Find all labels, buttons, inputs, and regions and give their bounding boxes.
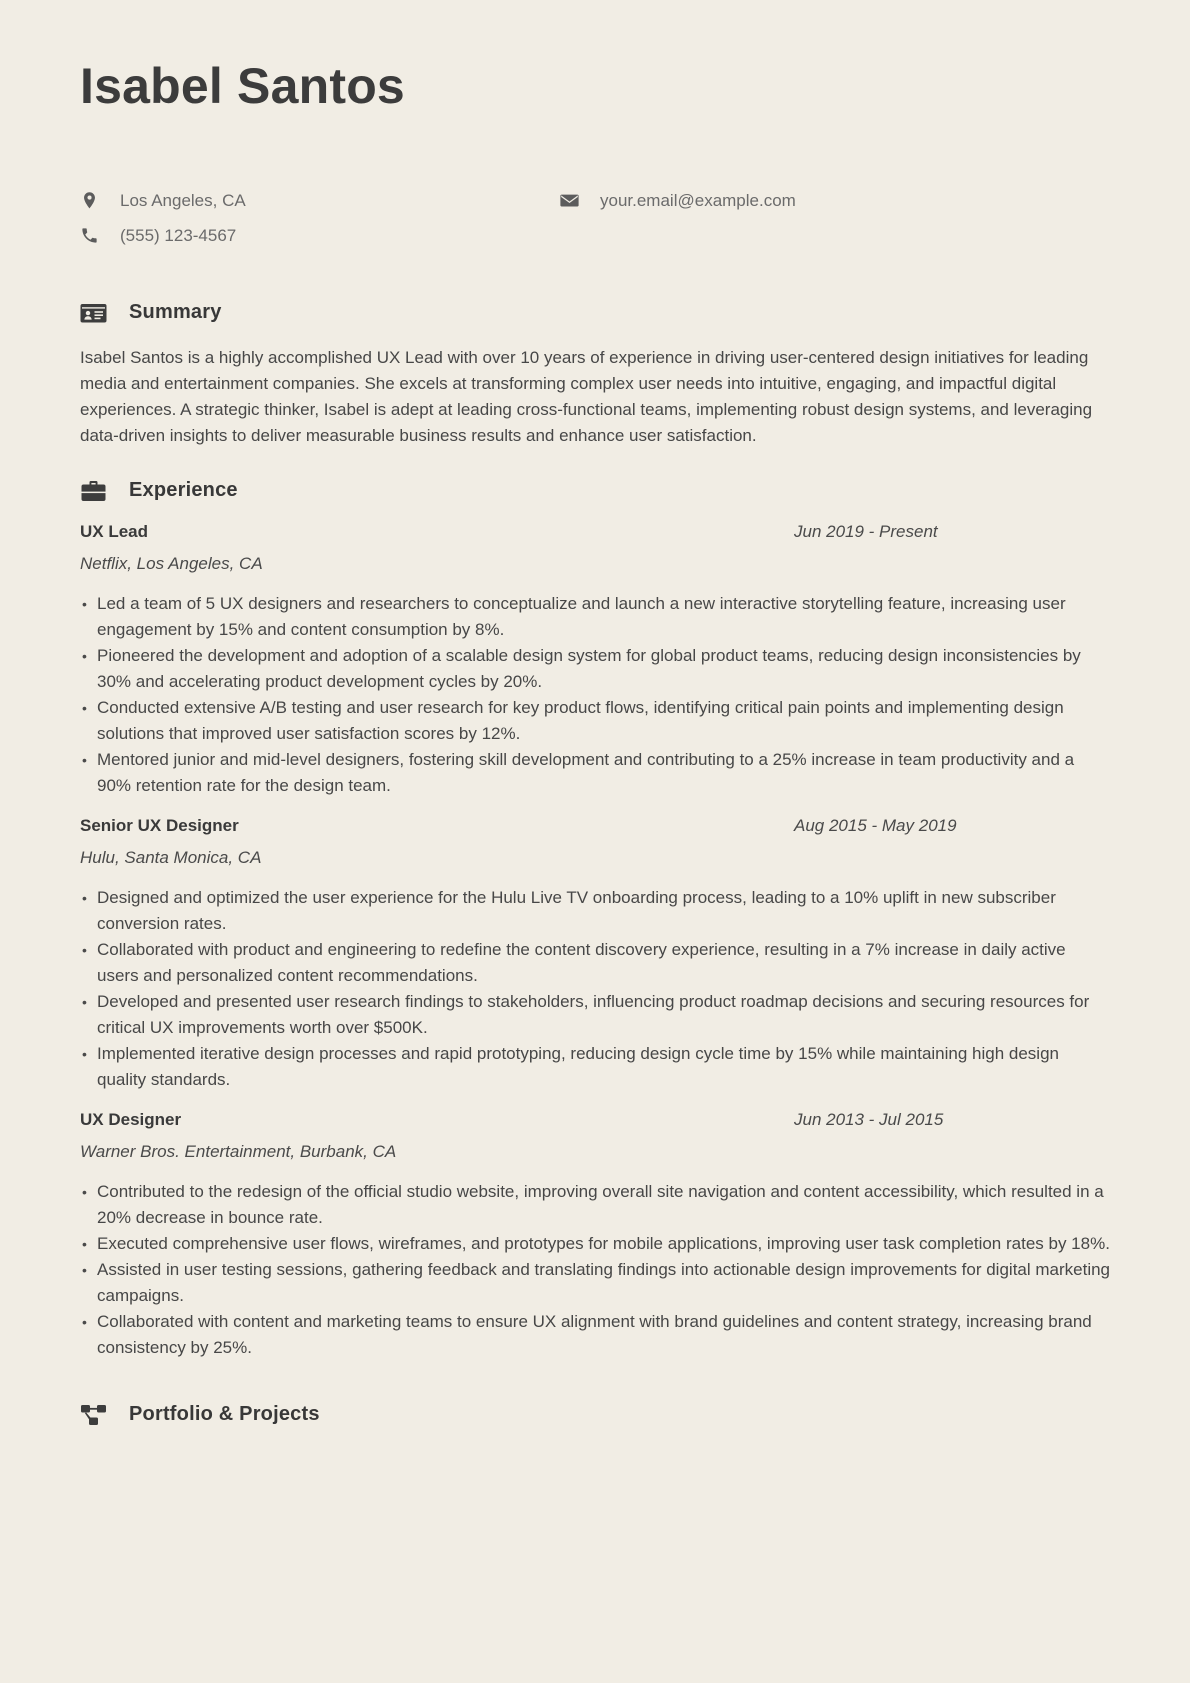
portfolio-title: Portfolio & Projects — [129, 1403, 320, 1425]
job-bullet: • Implemented iterative design processes and rapid prototyping, reducing design cycle time by 15% while maintaining high design quality standards. — [80, 1041, 1110, 1093]
job-title: Senior UX Designer — [80, 815, 239, 835]
job-title: UX Designer — [80, 1109, 182, 1129]
job-company: Hulu, Santa Monica, CA — [80, 847, 262, 867]
email-text: your.email@example.com — [600, 190, 796, 210]
job-dates: Jun 2013 - Jul 2015 — [794, 1109, 944, 1129]
experience-section — [80, 479, 1110, 1361]
job-entry — [80, 813, 1110, 1093]
summary-title: Summary — [129, 301, 222, 323]
job-bullet: • Executed comprehensive user flows, wireframes, and prototypes for mobile applications, improving user task completion rates by 18%. — [80, 1231, 1110, 1257]
job-header — [80, 1107, 1110, 1133]
job-bullet: • Collaborated with product and engineering to redefine the content discovery experience, resulting in a 7% increase in daily active users and personalized content recommendations. — [80, 937, 1110, 989]
job-dates: Aug 2015 - May 2019 — [794, 815, 957, 835]
contact-email — [560, 188, 1110, 214]
project-diagram-icon — [80, 1403, 107, 1427]
contact-phone — [80, 223, 560, 249]
contact-location — [80, 188, 560, 214]
job-header — [80, 813, 1110, 839]
job-bullet: • Developed and presented user research findings to stakeholders, influencing product roadmap decisions and securing resources for critical UX improvements worth over $500K. — [80, 989, 1110, 1041]
location-pin-icon — [80, 191, 99, 210]
job-bullet: • Collaborated with content and marketing teams to ensure UX alignment with brand guidelines and content strategy, increasing brand consistency by 25%. — [80, 1309, 1110, 1361]
job-bullet: • Designed and optimized the user experience for the Hulu Live TV onboarding process, leading to a 10% uplift in new subscriber conversion rates. — [80, 885, 1110, 937]
experience-title: Experience — [129, 479, 238, 501]
job-bullet: • Led a team of 5 UX designers and researchers to conceptualize and launch a new interactive storytelling feature, increasing user engagement by 15% and content consumption by 8%. — [80, 591, 1110, 643]
job-bullet: • Assisted in user testing sessions, gathering feedback and translating findings into actionable design improvements for digital marketing campaigns. — [80, 1257, 1110, 1309]
job-bullet: • Mentored junior and mid-level designers, fostering skill development and contributing to a 25% increase in team productivity and a 90% retention rate for the design team. — [80, 747, 1110, 799]
summary-section — [80, 301, 1110, 449]
job-header — [80, 519, 1110, 545]
address-card-icon — [80, 301, 107, 325]
job-bullet-list — [80, 591, 1110, 799]
job-bullet: • Pioneered the development and adoption of a scalable design system for global product teams, reducing design inconsistencies by 30% and accelerating product development cycles by 20%. — [80, 643, 1110, 695]
briefcase-icon — [80, 479, 107, 503]
job-company: Warner Bros. Entertainment, Burbank, CA — [80, 1141, 397, 1161]
job-title: UX Lead — [80, 521, 149, 541]
portfolio-heading — [80, 1403, 1110, 1427]
job-bullet-list — [80, 885, 1110, 1093]
experience-heading — [80, 479, 1110, 503]
job-entry — [80, 1107, 1110, 1361]
location-text: Los Angeles, CA — [120, 190, 246, 210]
envelope-icon — [560, 191, 579, 210]
job-bullet: • Conducted extensive A/B testing and user research for key product flows, identifying critical pain points and implementing design solutions that improved user satisfaction scores by 12%. — [80, 695, 1110, 747]
phone-text: (555) 123-4567 — [120, 225, 237, 245]
summary-heading — [80, 301, 1110, 325]
summary-text: Isabel Santos is a highly accomplished UX Lead with over 10 years of experience in driving user-centered design initiatives for leading media and entertainment companies. She excels at transforming complex user needs into intuitive, engaging, and impactful digital experiences. A strategic thinker, Isabel is adept at leading cross-functional teams, implementing robust design systems, and leveraging data-driven insights to deliver measurable business results and enhance user satisfaction. — [80, 347, 1093, 445]
person-name: Isabel Santos — [80, 58, 405, 114]
job-bullet-list — [80, 1179, 1110, 1361]
phone-icon — [80, 226, 99, 245]
job-bullet: • Contributed to the redesign of the official studio website, improving overall site navigation and content accessibility, which resulted in a 20% decrease in bounce rate. — [80, 1179, 1110, 1231]
contact-info — [80, 188, 1110, 249]
portfolio-section — [80, 1403, 1110, 1427]
job-dates: Jun 2019 - Present — [794, 521, 938, 541]
job-entry — [80, 519, 1110, 799]
job-company: Netflix, Los Angeles, CA — [80, 553, 263, 573]
